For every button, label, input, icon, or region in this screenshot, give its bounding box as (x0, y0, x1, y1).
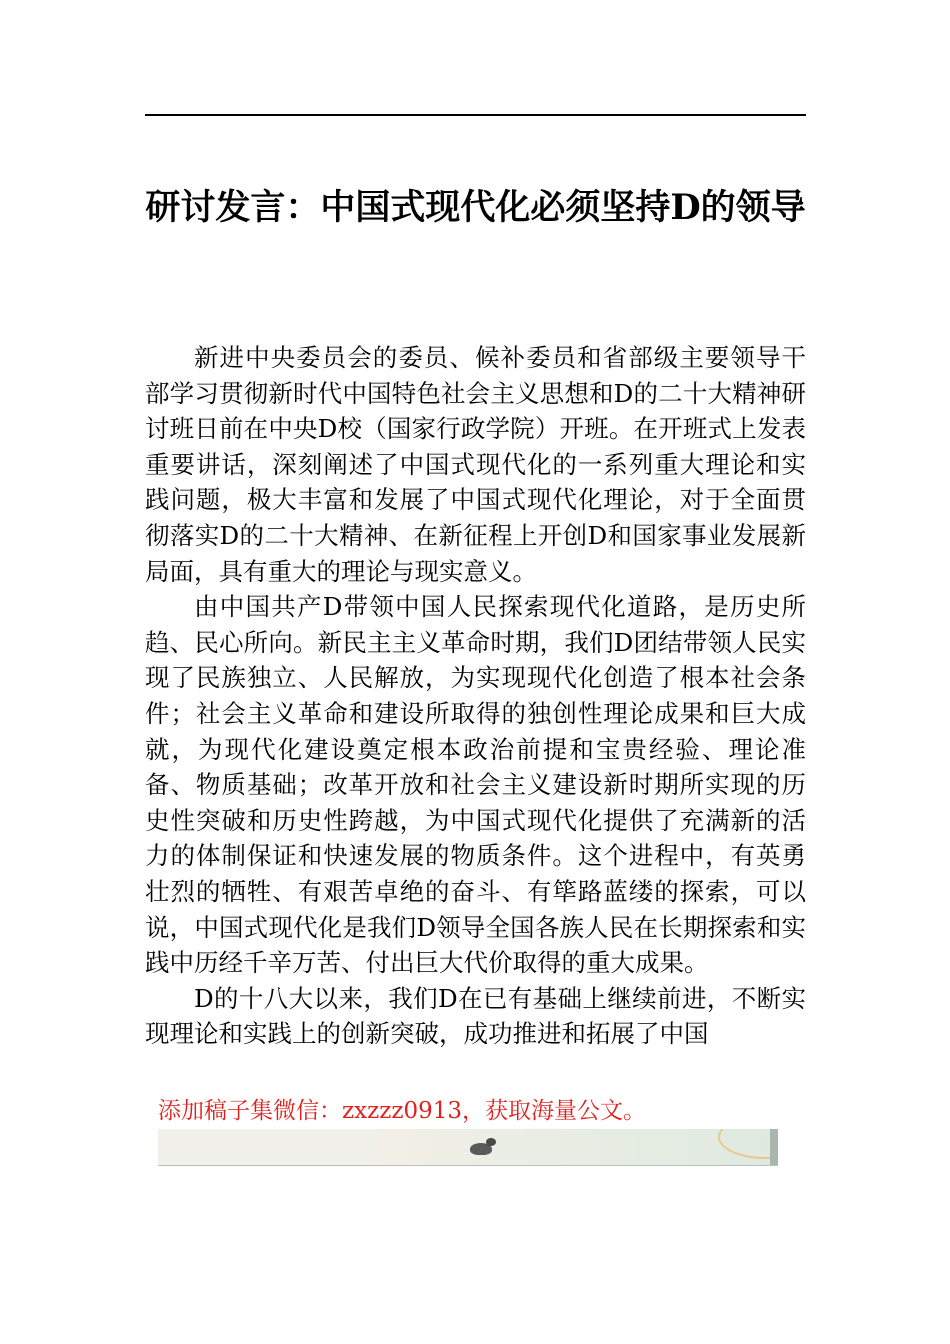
bird-icon (470, 1143, 492, 1155)
document-title: 研讨发言：中国式现代化必须坚持D的领导 (145, 187, 806, 228)
document-body (145, 340, 806, 1052)
wave-decoration (718, 1129, 778, 1159)
paragraph-3: D的十八大以来，我们D在已有基础上继续前进，不断实现理论和实践上的创新突破，成功推进和拓展了中国 (145, 983, 806, 1049)
paragraph-2: 由中国共产D带领中国人民探索现代化道路，是历史所趋、民心所向。新民主主义革命时期，我们D团结带领人民实现了民族独立、人民解放，为实现现代化创造了根本社会条件；社会主义革命和建设所取得的独创性理论成果和巨大成就，为现代化建设奠定根本政治前提和宝贵经验、理论准备、物质基础；改革开放和社会主义建设新时期所实现的历史性突破和历史性跨越，为中国式现代化提供了充满新的活力的体制保证和快速发展的物质条件。这个进程中，有英勇壮烈的牺牲、有艰苦卓绝的奋斗、有筚路蓝缕的探索，可以说，中国式现代化是我们D领导全国各族人民在长期探索和实践中历经千辛万苦、付出巨大代价取得的重大成果。 (145, 592, 806, 978)
decorative-banner-image (158, 1129, 778, 1166)
header-rule (145, 114, 806, 116)
paragraph-1: 新进中央委员会的委员、候补委员和省部级主要领导干部学习贯彻新时代中国特色社会主义思想和D的二十大精神研讨班日前在中央D校（国家行政学院）开班。在开班式上发表重要讲话，深刻阐述了中国式现代化的一系列重大理论和实践问题，极大丰富和发展了中国式现代化理论，对于全面贯彻落实D的二十大精神、在新征程上开创D和国家事业发展新局面，具有重大的理论与现实意义。 (145, 343, 806, 586)
promo-text: 添加稿子集微信：zxzzz0913，获取海量公文。 (158, 1098, 646, 1124)
